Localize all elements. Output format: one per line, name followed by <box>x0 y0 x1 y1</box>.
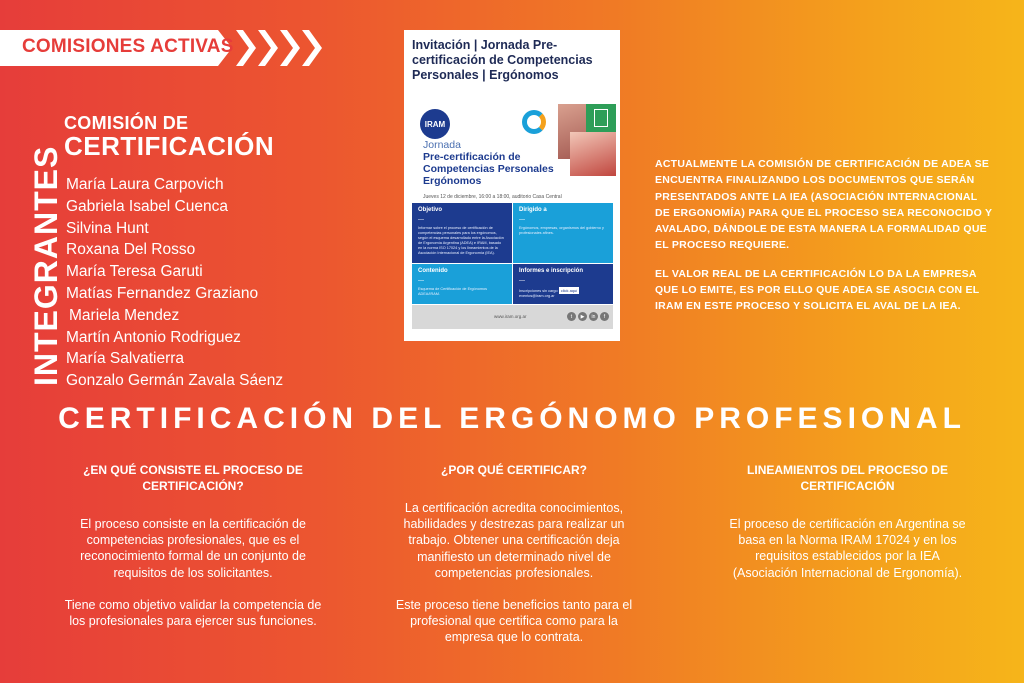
social-icons <box>567 312 609 321</box>
chevron-right-icon <box>280 30 300 66</box>
linkedin-icon[interactable]: in <box>589 312 598 321</box>
flyer-contenido <box>412 264 512 304</box>
informes-label: Inscripciones sin cargo <box>519 289 558 293</box>
status-paragraph: EL VALOR REAL DE LA CERTIFICACIÓN LO DA LA EMPRESA QUE LO EMITE, ES POR ELLO QUE ADEA SE ASOCIA CON EL IRAM EN ESTE PROCESO Y SOLICITA EL AVAL DE LA IEA. <box>655 267 980 313</box>
member-item: Mariela Mendez <box>69 306 180 324</box>
objetivo-text: Informar sobre el proceso de certificación de competencias personales para los ergónomos, según el esquema desarrollado entre la Asociación de Ergonomía Argentina (ADEA) e IRAM, basado en la norma ISO 17024 y los lineamientos de la Asociación Internacional de Ergonomía (IEA). <box>418 226 504 255</box>
commission-title-small: COMISIÓN DE <box>64 113 189 133</box>
commission-title: CERTIFICACIÓN <box>64 131 275 161</box>
column-heading: LINEAMIENTOS DEL PROCESO DE CERTIFICACIÓN <box>747 463 948 493</box>
dirigido-title: Dirigido a <box>519 207 547 213</box>
dirigido-text: Ergónomos, empresas, organismos del gobierno y profesionales afines. <box>519 226 604 235</box>
member-item: Martín Antonio Rodriguez <box>66 328 241 346</box>
status-paragraph: ACTUALMENTE LA COMISIÓN DE CERTIFICACIÓN DE ADEA SE ENCUENTRA FINALIZANDO LOS DOCUMENTOS QUE SERÁN PRESENTADOS ANTE LA IEA (ASOCIACIÓN INTERNACIONAL DE ERGONOMÍA) PARA QUE EL PROCESO SEA RECONOCIDO Y AVALADO, DÁNDOLE DE ESTA MANERA LA FORMALIDAD QUE EL PROCESO REQUIERE. <box>655 158 993 252</box>
info-column <box>58 462 328 629</box>
informes-title: Informes e inscripción <box>519 268 584 274</box>
objetivo-title: Objetivo <box>418 207 443 213</box>
info-column <box>390 462 638 646</box>
ring-logo-icon <box>522 110 546 134</box>
column-paragraph: La certificación acredita conocimientos, habilidades y destrezas para realizar un trabajo. Obtener una certificación deja manifiesto un determinado nivel de competencias profesionales. <box>403 501 625 580</box>
member-item: María Salvatierra <box>66 350 185 368</box>
flyer-jornada: Jornada <box>423 139 461 151</box>
dash: — <box>519 217 525 223</box>
dash: — <box>418 217 424 223</box>
dash: — <box>519 278 525 284</box>
member-item: Gonzalo Germán Zavala Sáenz <box>66 372 284 390</box>
member-item: María Teresa Garuti <box>66 263 203 281</box>
column-heading: ¿EN QUÉ CONSISTE EL PROCESO DE CERTIFICACIÓN? <box>83 463 303 493</box>
chevron-right-icon <box>258 30 278 66</box>
status-text <box>655 156 995 315</box>
contenido-title: Contenido <box>418 268 448 274</box>
member-item: Matías Fernandez Graziano <box>66 284 259 302</box>
flyer-website[interactable]: www.iram.org.ar <box>494 314 527 319</box>
twitter-icon[interactable]: t <box>567 312 576 321</box>
main-heading: CERTIFICACIÓN DEL ERGÓNOMO PROFESIONAL <box>58 402 966 435</box>
flyer-photo <box>570 132 616 176</box>
column-paragraph: El proceso consiste en la certificación de competencias profesionales, que es el reconocimiento formal de un conjunto de requisitos de los solicitantes. <box>80 517 306 580</box>
flyer-title: Invitación | Jornada Pre-certificación de Competencias Personales | Ergónomos <box>412 38 593 82</box>
column-paragraph: Este proceso tiene beneficios tanto para el profesional que certifica como para la empresa que lo contrata. <box>395 598 633 645</box>
info-column <box>725 462 970 581</box>
column-paragraph: Tiene como objetivo validar la competencia de los profesionales para ejercer sus funciones. <box>64 597 322 629</box>
facebook-icon[interactable]: f <box>600 312 609 321</box>
iram-logo: IRAM <box>420 109 450 139</box>
member-item: María Laura Carpovich <box>66 176 224 193</box>
members-vertical-label: INTEGRANTES <box>28 145 64 386</box>
youtube-icon[interactable]: ▶ <box>578 312 587 321</box>
column-paragraph: El proceso de certificación en Argentina se basa en la Norma IRAM 17024 y en los requisitos establecidos por la IEA (Asociación Internacional de Ergonomía). <box>729 517 966 580</box>
banner-title: COMISIONES ACTIVAS <box>22 36 234 57</box>
members-list <box>66 174 283 392</box>
flyer-dirigido <box>513 203 613 263</box>
click-here-button[interactable]: click aquí <box>560 288 578 293</box>
column-heading: ¿POR QUÉ CERTIFICAR? <box>441 463 587 477</box>
flyer-date: Jueves 12 de diciembre, 16:00 a 18:00, auditorio Casa Central <box>423 194 562 200</box>
member-item: Silvina Hunt <box>66 219 149 237</box>
document-icon <box>586 104 616 132</box>
flyer-informes <box>513 264 613 304</box>
member-item: Gabriela Isabel Cuenca <box>66 197 228 215</box>
flyer-footer <box>412 305 613 329</box>
chevron-right-icon <box>236 30 256 66</box>
dash: — <box>418 278 424 284</box>
flyer-subtitle: Pre-certificación de Competencias Personales Ergónomos <box>423 151 554 187</box>
invitation-flyer[interactable] <box>404 30 620 341</box>
member-item: Roxana Del Rosso <box>66 241 196 259</box>
flyer-objetivo <box>412 203 512 263</box>
informes-email[interactable]: eventos@iram.org.ar <box>519 294 555 298</box>
contenido-text: Esquema de Certificación de Ergónomos ADEA/IRAM. <box>418 287 488 296</box>
informes-text <box>519 287 607 294</box>
chevron-right-icon <box>302 30 322 66</box>
